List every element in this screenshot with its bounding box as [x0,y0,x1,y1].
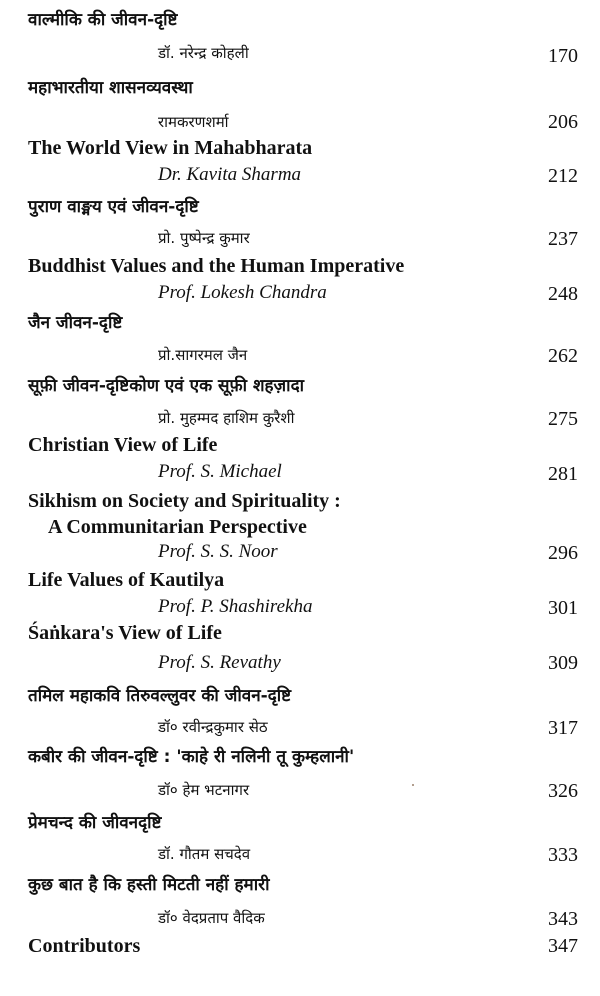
entry-page: 281 [548,463,578,485]
entry-title: प्रेमचन्द की जीवनदृष्टि [28,813,162,833]
entry-author: डॉ० हेम भटनागर [158,781,250,799]
entry-page: 326 [548,780,578,802]
entry-title: Sikhism on Society and Spirituality : [28,490,341,512]
entry-author: Prof. S. Revathy [158,652,281,673]
entry-title: Buddhist Values and the Human Imperative [28,255,405,277]
entry-title: तमिल महाकवि तिरुवल्लुवर की जीवन-दृष्टि [28,686,292,706]
entry-page: 206 [548,111,578,133]
entry-title-continuation: A Communitarian Perspective [48,516,307,538]
entry-title: सूफ़ी जीवन-दृष्टिकोण एवं एक सूफ़ी शहज़ादा [28,376,305,396]
entry-page: 237 [548,228,578,250]
entry-page: 212 [548,165,578,187]
entry-author: डॉ. नरेन्द्र कोहली [158,44,249,62]
entry-title: Śaṅkara's View of Life [28,622,222,644]
entry-title: Christian View of Life [28,434,218,456]
entry-author: रामकरणशर्मा [158,113,229,131]
entry-page: 343 [548,908,578,930]
entry-title: महाभारतीया शासनव्यवस्था [28,78,193,98]
entry-author: Prof. Lokesh Chandra [158,282,327,303]
entry-title: पुराण वाङ्मय एवं जीवन-दृष्टि [28,197,199,217]
entry-author: Dr. Kavita Sharma [158,164,302,185]
entry-author: Prof. S. Michael [158,461,282,482]
entry-author: प्रो. पुष्पेन्द्र कुमार [158,229,250,247]
entry-author: डॉ० वेदप्रताप वैदिक [158,909,265,927]
entry-page: 170 [548,45,578,67]
entry-author: Prof. S. S. Noor [158,541,278,562]
contributors-label: Contributors [28,935,141,957]
entry-title: Life Values of Kautilya [28,569,225,591]
contributors-page: 347 [548,935,578,957]
entry-page: 275 [548,408,578,430]
entry-title: जैन जीवन-दृष्टि [28,313,123,333]
print-speck [412,784,414,786]
entry-page: 333 [548,844,578,866]
entry-page: 317 [548,717,578,739]
entry-author: डॉ. गौतम सचदेव [158,845,251,863]
entry-page: 309 [548,652,578,674]
entry-page: 262 [548,345,578,367]
entry-author: प्रो. मुहम्मद हाशिम कुरैशी [158,409,295,427]
entry-page: 296 [548,542,578,564]
entry-author: प्रो.सागरमल जैन [158,346,248,364]
entry-author: Prof. P. Shashirekha [158,596,313,617]
entry-page: 248 [548,283,578,305]
entry-title: कुछ बात है कि हस्ती मिटती नहीं हमारी [28,875,270,895]
entry-author: डॉ० रवीन्द्रकुमार सेठ [158,718,268,736]
entry-page: 301 [548,597,578,619]
entry-title: कबीर की जीवन-दृष्टि : 'काहे री नलिनी तू कुम्हलानी' [28,747,355,767]
entry-title: वाल्मीकि की जीवन-दृष्टि [28,10,178,30]
entry-title: The World View in Mahabharata [28,137,313,159]
